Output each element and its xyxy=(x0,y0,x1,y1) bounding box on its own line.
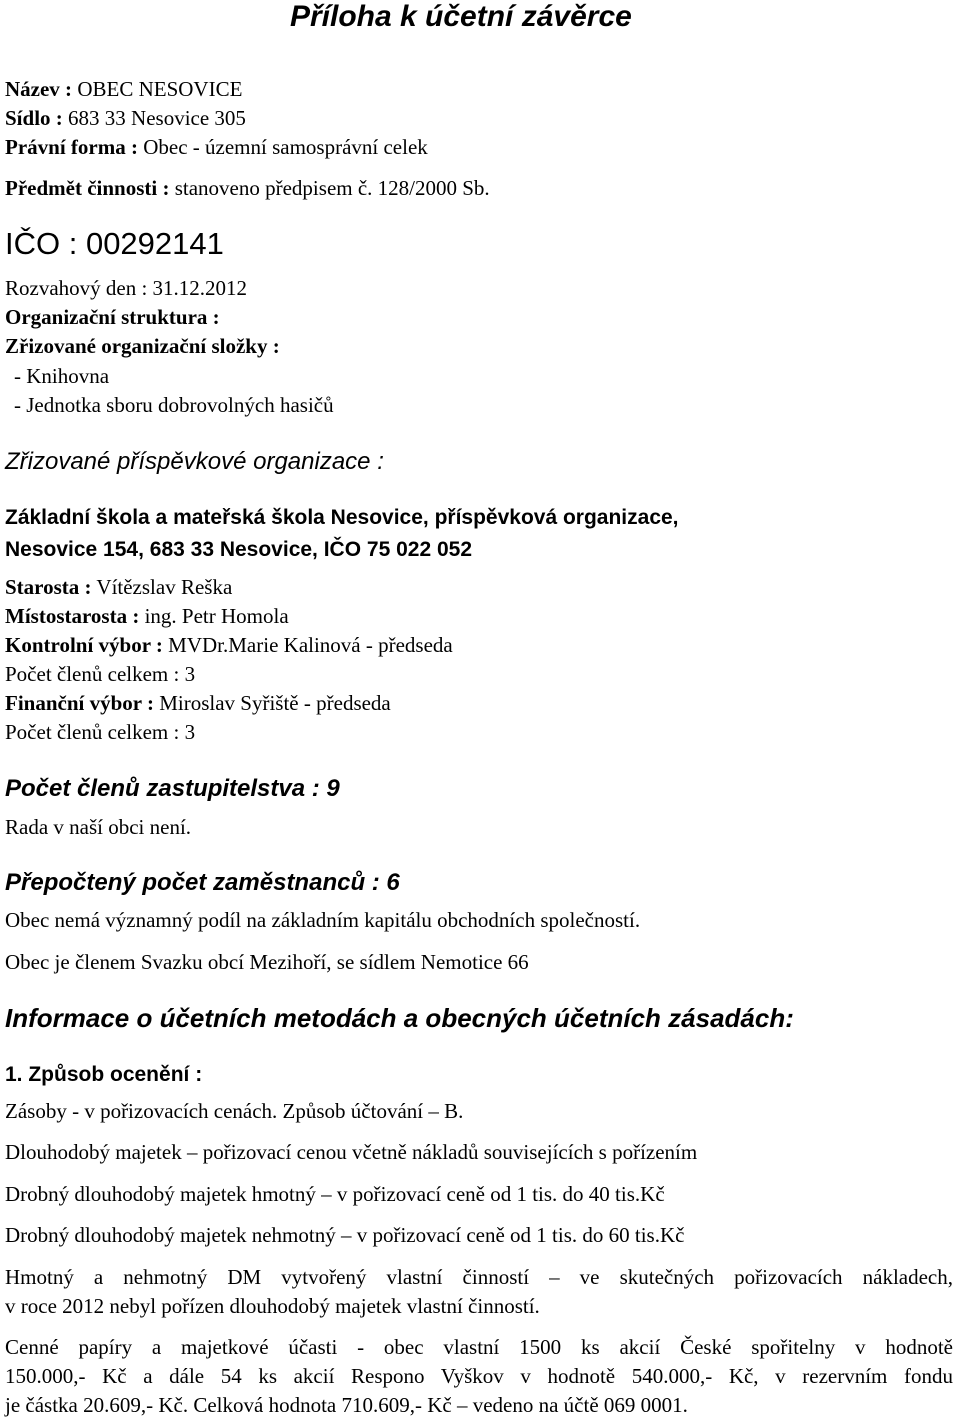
page-title: Příloha k účetní závěrce xyxy=(290,0,632,33)
finance-committee-count: Počet členů celkem : 3 xyxy=(5,720,196,744)
own-activity-line-1: Hmotný a nehmotný DM vytvořený vlastní činností – ve skutečných pořizovacích nákladech, xyxy=(5,1265,953,1289)
method-line-small-intangible: Drobný dlouhodobý majetek nehmotný – v pořizovací ceně od 1 tis. do 60 tis.Kč xyxy=(5,1223,685,1247)
structure-sub-heading: Zřizované organizační složky : xyxy=(5,334,280,358)
school-line-1: Základní škola a mateřská škola Nesovice, příspěvková organizace, xyxy=(5,506,679,529)
council-note: Rada v naší obci není. xyxy=(5,815,192,839)
deputy-value: ing. Petr Homola xyxy=(144,604,289,628)
employees-heading: Přepočtený počet zaměstnanců : 6 xyxy=(5,869,400,896)
seat-value: 683 33 Nesovice 305 xyxy=(68,106,246,130)
activity-value: stanoveno předpisem č. 128/2000 Sb. xyxy=(174,176,490,200)
own-activity-line-2: v roce 2012 nebyl pořízen dlouhodobý majetek vlastní činností. xyxy=(5,1294,540,1318)
seat-label: Sídlo : xyxy=(5,106,63,130)
finance-committee-value: Miroslav Syřiště - předseda xyxy=(159,691,391,715)
mayor-value: Vítězslav Reška xyxy=(96,575,233,599)
balance-date: Rozvahový den : 31.12.2012 xyxy=(5,276,248,300)
association-note: Obec je členem Svazku obcí Mezihoří, se sídlem Nemotice 66 xyxy=(5,950,529,974)
legal-form-row xyxy=(5,135,428,159)
deputy-row xyxy=(5,604,289,628)
methods-heading: Informace o účetních metodách a obecných účetních zásadách: xyxy=(5,1003,794,1033)
mayor-label: Starosta : xyxy=(5,575,92,599)
activity-label: Předmět činnosti : xyxy=(5,176,170,200)
control-committee-value: MVDr.Marie Kalinová - předseda xyxy=(168,633,453,657)
method-line-long-term-assets: Dlouhodobý majetek – pořizovací cenou včetně nákladů souvisejících s pořízením xyxy=(5,1140,698,1164)
method-line-inventory: Zásoby - v pořizovacích cenách. Způsob účtování – B. xyxy=(5,1099,464,1123)
council-heading: Počet členů zastupitelstva : 9 xyxy=(5,775,340,802)
seat-row xyxy=(5,106,246,130)
structure-item-firefighters: - Jednotka sboru dobrovolných hasičů xyxy=(14,393,334,417)
control-committee-label: Kontrolní výbor : xyxy=(5,633,163,657)
contributory-heading: Zřizované příspěvkové organizace : xyxy=(5,448,384,475)
legal-form-value: Obec - územní samosprávní celek xyxy=(143,135,428,159)
legal-form-label: Právní forma : xyxy=(5,135,138,159)
valuation-heading: 1. Způsob ocenění : xyxy=(5,1063,203,1086)
control-committee-count: Počet členů celkem : 3 xyxy=(5,662,196,686)
name-label: Název : xyxy=(5,77,73,101)
ico-line: IČO : 00292141 xyxy=(5,226,224,261)
structure-heading: Organizační struktura : xyxy=(5,305,220,329)
finance-committee-label: Finanční výbor : xyxy=(5,691,154,715)
control-committee-row xyxy=(5,633,453,657)
securities-line-2: 150.000,- Kč a dále 54 ks akcií Respono Vyškov v hodnotě 540.000,- Kč, v rezervním fondu xyxy=(5,1364,953,1388)
mayor-row xyxy=(5,575,232,599)
structure-item-library: - Knihovna xyxy=(14,364,110,388)
school-line-2: Nesovice 154, 683 33 Nesovice, IČO 75 022 052 xyxy=(5,538,472,561)
method-line-small-tangible: Drobný dlouhodobý majetek hmotný – v pořizovací ceně od 1 tis. do 40 tis.Kč xyxy=(5,1182,665,1206)
name-value: OBEC NESOVICE xyxy=(77,77,243,101)
securities-line-3: je částka 20.609,- Kč. Celková hodnota 710.609,- Kč – vedeno na účtě 069 0001. xyxy=(5,1393,688,1417)
name-row xyxy=(5,77,242,101)
deputy-label: Místostarosta : xyxy=(5,604,140,628)
capital-note: Obec nemá významný podíl na základním kapitálu obchodních společností. xyxy=(5,908,641,932)
activity-row xyxy=(5,176,490,200)
securities-line-1: Cenné papíry a majetkové účasti - obec vlastní 1500 ks akcií České spořitelny v hodnotě xyxy=(5,1335,953,1359)
finance-committee-row xyxy=(5,691,391,715)
